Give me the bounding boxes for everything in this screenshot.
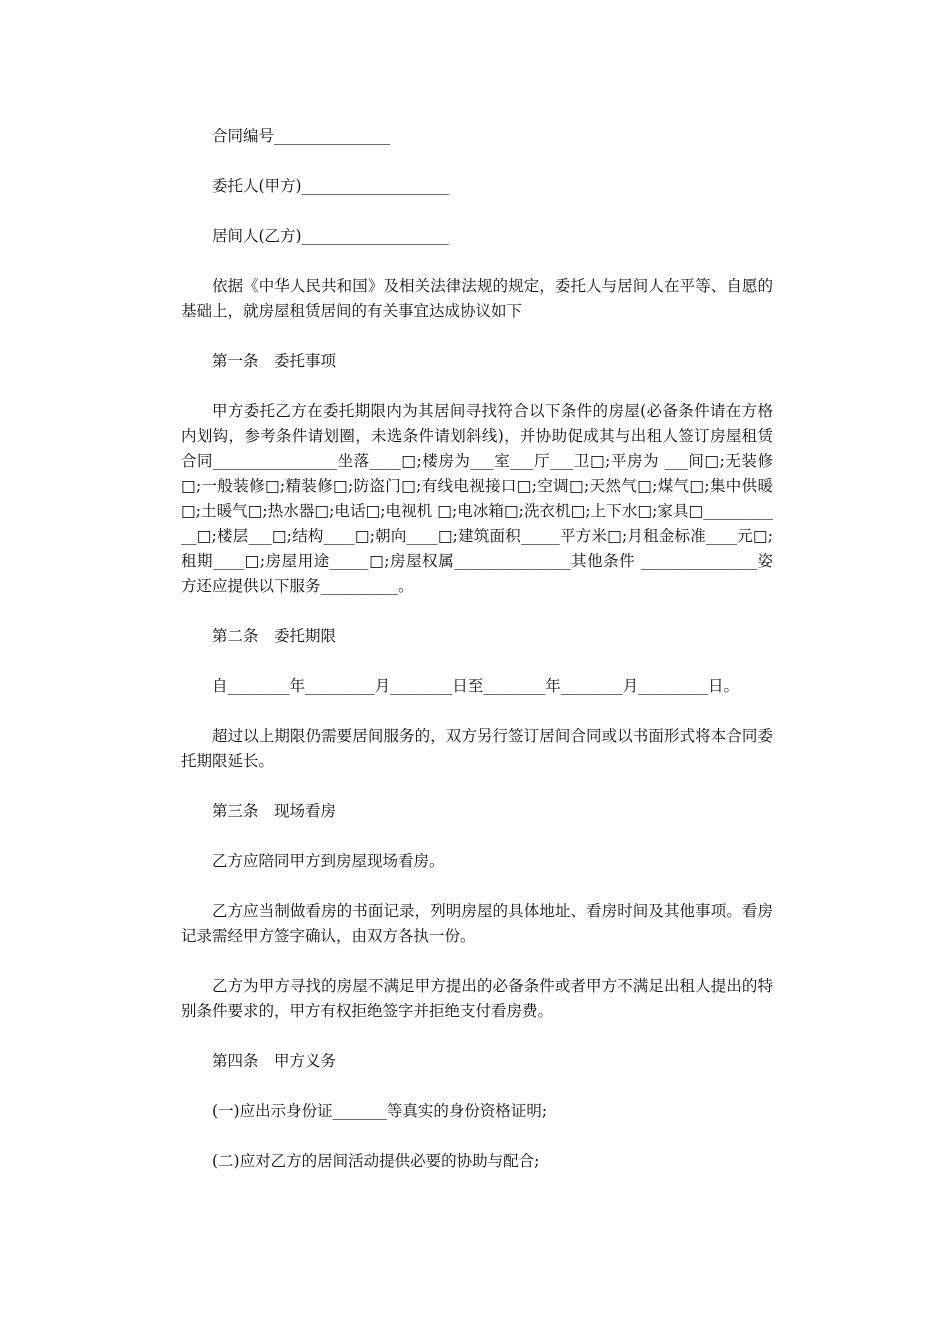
intermediary-party-field: 居间人(乙方)___________________ <box>212 227 449 245</box>
client-party-field: 委托人(甲方)___________________ <box>212 177 449 195</box>
article-3-paragraph-1: 乙方应陪同甲方到房屋现场看房。 <box>212 852 445 870</box>
article-1-body: 甲方委托乙方在委托期限内为其居间寻找符合以下条件的房屋(必备条件请在方格内划钩，参考条件请划圈，未选条件请划斜线)，并协助促成其与出租人签订房屋租赁合同________________坐落____□;楼房为___室___厅___卫□;平房为 ___间□;无装修□;一般装修□;精装修□;防盗门□;有线电视接口□;空调□;天然气□;煤气□;集中供暖□;土暖气□;热水器□;电话□;电视机 □;电冰箱□;洗衣机□;上下水□;家具□___________□;楼层___□;结构____□;朝向____□;建筑面积_____平方米□;月租金标准____元□;租期____□;房屋用途_____□;房屋权属_______________其他条件 _______________姿方还应提供以下服务__________。 <box>181 402 773 595</box>
contract-page <box>181 124 773 1174</box>
article-3-paragraph-2: 乙方应当制做看房的书面记录，列明房屋的具体地址、看房时间及其他事项。看房记录需经甲方签字确认，由双方各执一份。 <box>181 902 773 945</box>
article-4-item-2: (二)应对乙方的居间活动提供必要的协助与配合; <box>212 1152 540 1170</box>
article-4-title: 第四条 甲方义务 <box>212 1052 337 1070</box>
article-1-title: 第一条 委托事项 <box>212 352 337 370</box>
article-2-extension: 超过以上期限仍需要居间服务的，双方另行签订居间合同或以书面形式将本合同委托期限延长。 <box>181 727 773 770</box>
article-3-title: 第三条 现场看房 <box>212 802 337 820</box>
article-4-item-1: (一)应出示身份证_______等真实的身份资格证明; <box>212 1102 548 1120</box>
article-2-title: 第二条 委托期限 <box>212 627 337 645</box>
contract-number-field: 合同编号_______________ <box>212 127 391 145</box>
article-3-paragraph-3: 乙方为甲方寻找的房屋不满足甲方提出的必备条件或者甲方不满足出租人提出的特别条件要求的，甲方有权拒绝签字并拒绝支付看房费。 <box>181 977 773 1020</box>
preamble-paragraph: 依据《中华人民共和国》及相关法律法规的规定，委托人与居间人在平等、自愿的基础上，就房屋租赁居间的有关事宜达成协议如下 <box>181 277 773 320</box>
article-2-period: 自________年_________月________日至________年________月_________日。 <box>212 677 740 695</box>
